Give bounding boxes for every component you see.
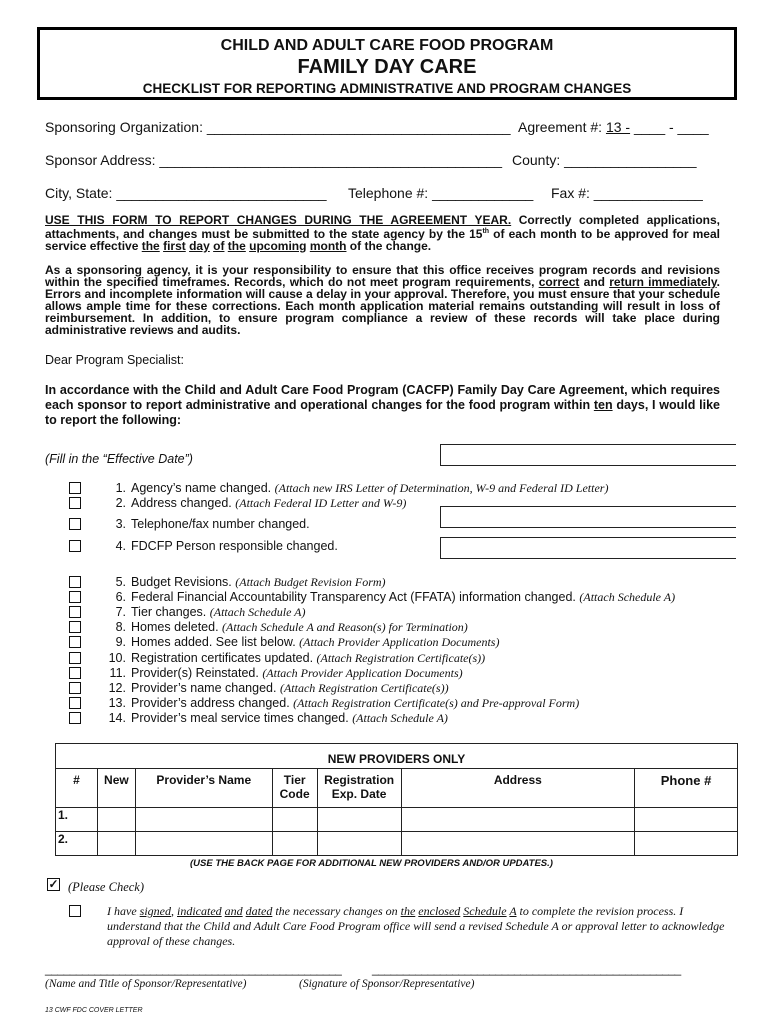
city-state-field[interactable]: City, State: ___________________________ — [45, 185, 327, 201]
form-subtitle: CHECKLIST FOR REPORTING ADMINISTRATIVE AND PROGRAM CHANGES — [142, 81, 632, 96]
column-header: Address — [401, 769, 635, 808]
row-number: 1. — [56, 808, 98, 832]
table-cell[interactable] — [635, 808, 738, 832]
form-title: FAMILY DAY CARE — [297, 56, 477, 78]
effective-date-field-1[interactable] — [440, 444, 736, 466]
checkbox-item-6[interactable] — [69, 591, 81, 603]
checklist-item-8: 8. Homes deleted. (Attach Schedule A and Reason(s) for Termination) — [115, 620, 468, 634]
checklist-item-2: 2. Address changed. (Attach Federal ID Letter and W-9) — [115, 496, 407, 510]
effective-date-instruction: (Fill in the “Effective Date”) — [45, 452, 193, 466]
checkbox-item-2[interactable] — [69, 497, 81, 509]
checkbox-item-4[interactable] — [69, 540, 81, 552]
responsibility-paragraph: As a sponsoring agency, it is your responsibility to ensure that this office receives program records and revisions within the specified timeframes. Records, which do not meet program requirements, correct and return immediately. Errors and incomplete information will cause a delay in your approval. Therefore, you must ensure that your schedule allows ample time for these corrections. Each month application material remains outstanding will result in loss of reimbursement. In addition, to ensure program compliance a review of these records will take place during administrative reviews and audits. — [45, 263, 721, 337]
table-row — [56, 808, 738, 832]
checklist-item-3: 3. Telephone/fax number changed. — [115, 517, 310, 531]
checklist-item-13: 13. Provider’s address changed. (Attach Registration Certificate(s) and Pre-approval Form) — [108, 696, 580, 710]
form-footer-code: 13 CWF FDC COVER LETTER — [45, 1007, 143, 1014]
signature-label: (Signature of Sponsor/Representative) — [299, 978, 475, 990]
checklist-item-10: 10. Registration certificates updated. (Attach Registration Certificate(s)) — [108, 651, 486, 665]
checklist-item-4: 4. FDCFP Person responsible changed. — [115, 539, 338, 553]
row-number: 2. — [56, 832, 98, 856]
checklist-item-12: 12. Provider’s name changed. (Attach Registration Certificate(s)) — [108, 681, 449, 695]
new-providers-table — [55, 743, 738, 856]
name-title-line[interactable]: ________________________________________________ — [45, 962, 342, 976]
table-cell[interactable] — [272, 808, 317, 832]
program-title: CHILD AND ADULT CARE FOOD PROGRAM — [220, 37, 554, 54]
checkbox-item-3[interactable] — [69, 518, 81, 530]
telephone-field[interactable]: Telephone #: _____________ — [348, 185, 534, 201]
checklist-item-6: 6. Federal Financial Accountability Transparency Act (FFATA) information changed. (Attach Schedule A) — [115, 590, 676, 604]
table-title: NEW PROVIDERS ONLY — [56, 744, 738, 769]
column-header: New — [97, 769, 135, 808]
certification-checkbox[interactable] — [69, 905, 81, 917]
table-row — [56, 832, 738, 856]
checkbox-item-8[interactable] — [69, 621, 81, 633]
checkbox-item-5[interactable] — [69, 576, 81, 588]
sponsor-address-field[interactable]: Sponsor Address: ____________________________________________ — [45, 152, 502, 168]
checkbox-item-7[interactable] — [69, 606, 81, 618]
salutation: Dear Program Specialist: — [45, 353, 184, 367]
column-header: Registration Exp. Date — [317, 769, 401, 808]
checkbox-item-14[interactable] — [69, 712, 81, 724]
signature-line[interactable]: __________________________________________________ — [372, 962, 681, 976]
effective-date-field-3[interactable] — [440, 537, 736, 559]
county-field[interactable]: County: _________________ — [512, 152, 697, 168]
instructions-paragraph: USE THIS FORM TO REPORT CHANGES DURING THE AGREEMENT YEAR. Correctly completed applications, attachments, and changes must be submitted to the state agency by the 15th of each month to be approved for meal service effective the first day of the upcoming month of the change. — [45, 213, 720, 253]
table-cell[interactable] — [97, 832, 135, 856]
checkbox-item-10[interactable] — [69, 652, 81, 664]
table-cell[interactable] — [135, 808, 272, 832]
checkbox-item-13[interactable] — [69, 697, 81, 709]
checklist-item-7: 7. Tier changes. (Attach Schedule A) — [115, 605, 306, 619]
checkbox-item-12[interactable] — [69, 682, 81, 694]
back-page-note: (USE THE BACK PAGE FOR ADDITIONAL NEW PROVIDERS AND/OR UPDATES.) — [190, 858, 553, 869]
checklist-item-9: 9. Homes added. See list below. (Attach Provider Application Documents) — [115, 635, 500, 649]
checkbox-item-1[interactable] — [69, 482, 81, 494]
column-header: Phone # — [635, 769, 738, 808]
column-header: Tier Code — [272, 769, 317, 808]
table-cell[interactable] — [317, 808, 401, 832]
table-cell[interactable] — [272, 832, 317, 856]
table-cell[interactable] — [401, 832, 635, 856]
table-cell[interactable] — [401, 808, 635, 832]
sponsoring-organization-field[interactable]: Sponsoring Organization: _______________________________________ — [45, 119, 511, 135]
checklist-item-11: 11. Provider(s) Reinstated. (Attach Provider Application Documents) — [109, 666, 463, 680]
effective-date-field-2[interactable] — [440, 506, 736, 528]
table-cell[interactable] — [317, 832, 401, 856]
checklist-item-1: 1. Agency’s name changed. (Attach new IRS Letter of Determination, W-9 and Federal ID Letter) — [115, 481, 609, 495]
column-header: Provider’s Name — [135, 769, 272, 808]
checklist-item-5: 5. Budget Revisions. (Attach Budget Revision Form) — [115, 575, 386, 589]
table-cell[interactable] — [135, 832, 272, 856]
form-header — [37, 27, 737, 100]
checklist-item-14: 14. Provider’s meal service times changed. (Attach Schedule A) — [108, 711, 448, 725]
certification-statement: I have signed, indicated and dated the necessary changes on the enclosed Schedule A to complete the revision process. I understand that the Child and Adult Care Food Program office will send a revised Schedule A or approval letter to acknowledge approval of these changes. — [107, 904, 725, 948]
please-check-label: (Please Check) — [68, 880, 145, 894]
column-header: # — [56, 769, 98, 808]
checked-checkbox-icon: ✓ — [48, 877, 59, 891]
agreement-number-field[interactable]: Agreement #: 13 - ____ - ____ — [518, 119, 709, 135]
table-cell[interactable] — [97, 808, 135, 832]
name-title-label: (Name and Title of Sponsor/Representative) — [45, 978, 247, 990]
fax-field[interactable]: Fax #: ______________ — [551, 185, 703, 201]
request-paragraph: In accordance with the Child and Adult Care Food Program (CACFP) Family Day Care Agreement, which requires each sponsor to report administrative and operational changes for the food program within ten days, I would like to report the following: — [45, 383, 720, 427]
checkbox-item-9[interactable] — [69, 636, 81, 648]
checkbox-item-11[interactable] — [69, 667, 81, 679]
table-cell[interactable] — [635, 832, 738, 856]
